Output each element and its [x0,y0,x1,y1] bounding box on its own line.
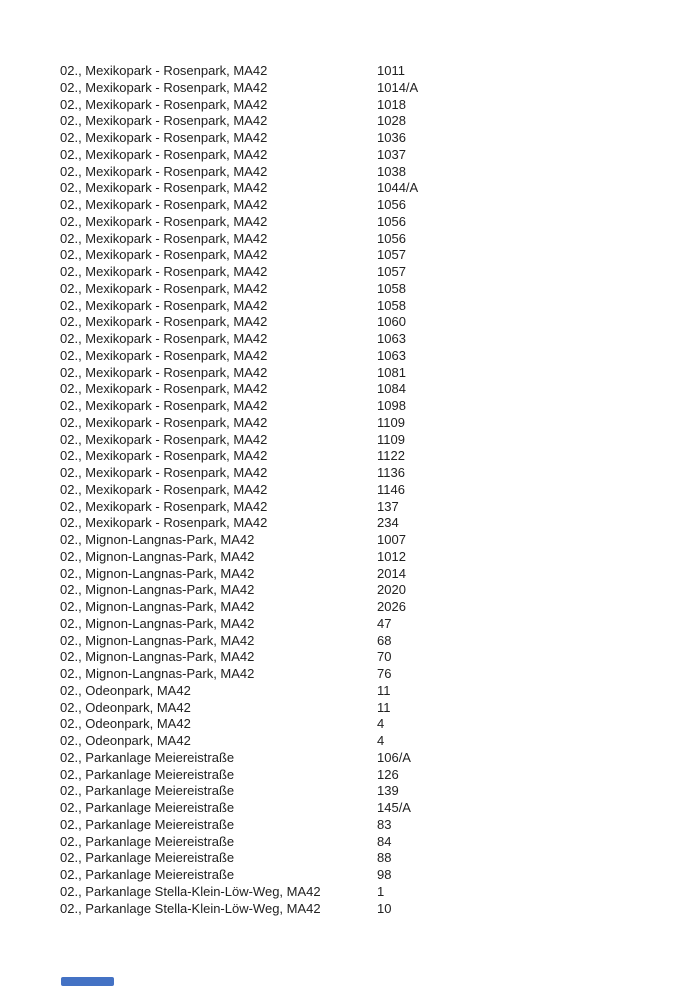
table-row [60,147,418,164]
asset-number: 70 [377,649,392,665]
park-name: 02., Mexikopark - Rosenpark, MA42 [60,280,268,296]
asset-number: 68 [377,632,392,648]
table-row [60,281,418,298]
asset-number: 1056 [377,213,406,229]
asset-number: 1063 [377,331,406,346]
park-name: 02., Mexikopark - Rosenpark, MA42 [60,515,268,531]
park-name: 02., Mignon-Langnas-Park, MA42 [60,548,255,564]
park-name: 02., Mexikopark - Rosenpark, MA42 [60,381,268,397]
asset-number: 1136 [377,465,405,480]
table-row [60,515,418,532]
table-row [60,247,418,264]
asset-number: 126 [377,766,399,782]
asset-number: 1122 [377,448,405,464]
table-row [60,532,418,549]
asset-number: 88 [377,850,392,866]
park-name: 02., Parkanlage Meiereistraße [60,816,235,832]
table-row [60,63,418,80]
asset-number: 1057 [377,264,406,279]
asset-number: 1007 [377,532,406,547]
table-row [60,582,418,599]
table-row [60,499,418,516]
park-name: 02., Mignon-Langnas-Park, MA42 [60,666,255,681]
park-name: 02., Odeonpark, MA42 [60,682,191,698]
table-row [60,113,418,130]
table-row [60,716,418,733]
asset-number: 83 [377,816,392,832]
park-name: 02., Parkanlage Stella-Klein-Löw-Weg, MA42 [60,883,321,899]
park-name: 02., Mexikopark - Rosenpark, MA42 [60,130,268,145]
table-row [60,649,418,666]
asset-number: 1028 [377,113,406,129]
table-row [60,767,418,784]
park-name: 02., Mexikopark - Rosenpark, MA42 [60,431,268,447]
park-name: 02., Mexikopark - Rosenpark, MA42 [60,481,268,497]
park-name: 02., Mexikopark - Rosenpark, MA42 [60,297,268,313]
table-row [60,298,418,315]
table-row [60,180,418,197]
asset-number: 2020 [377,582,406,598]
table-row [60,415,418,432]
park-name: 02., Mexikopark - Rosenpark, MA42 [60,96,268,112]
table-row [60,365,418,382]
asset-number: 139 [377,783,399,799]
asset-number: 1084 [377,381,406,397]
park-name: 02., Mexikopark - Rosenpark, MA42 [60,163,268,179]
park-name: 02., Mexikopark - Rosenpark, MA42 [60,247,268,263]
table-row [60,432,418,449]
park-name: 02., Odeonpark, MA42 [60,699,191,715]
park-name: 02., Mexikopark - Rosenpark, MA42 [60,465,268,480]
asset-number: 1109 [377,414,405,430]
park-name: 02., Parkanlage Meiereistraße [60,800,235,815]
table-row [60,683,418,700]
link-bar[interactable] [61,977,114,986]
table-row [60,80,418,97]
table-row [60,599,418,616]
table-row [60,197,418,214]
park-name: 02., Mignon-Langnas-Park, MA42 [60,615,255,631]
table-row [60,348,418,365]
asset-number: 4 [377,716,385,732]
asset-number: 234 [377,515,399,531]
park-name: 02., Mexikopark - Rosenpark, MA42 [60,448,268,464]
asset-number: 1063 [377,347,406,363]
asset-number: 98 [377,867,392,882]
table-row [60,549,418,566]
asset-number: 47 [377,615,392,631]
asset-number: 1014/A [377,79,419,95]
park-name: 02., Mexikopark - Rosenpark, MA42 [60,230,268,246]
park-name: 02., Parkanlage Meiereistraße [60,867,235,882]
asset-number: 1056 [377,230,406,246]
park-name: 02., Mignon-Langnas-Park, MA42 [60,532,255,547]
table-row [60,800,418,817]
table-row [60,448,418,465]
park-name: 02., Mignon-Langnas-Park, MA42 [60,649,255,665]
asset-number: 145/A [377,800,411,815]
table-row [60,733,418,750]
table-row [60,214,418,231]
asset-number: 1037 [377,146,406,162]
park-name: 02., Mexikopark - Rosenpark, MA42 [60,498,268,514]
table-row [60,264,418,281]
table-row [60,750,418,767]
asset-number: 1044/A [377,180,419,196]
asset-number: 1012 [377,548,406,564]
park-name: 02., Mexikopark - Rosenpark, MA42 [60,314,268,330]
table-row [60,482,418,499]
park-name: 02., Mexikopark - Rosenpark, MA42 [60,331,268,346]
asset-number: 2026 [377,599,406,614]
table-row [60,867,418,884]
park-name: 02., Mexikopark - Rosenpark, MA42 [60,213,268,229]
park-name: 02., Mexikopark - Rosenpark, MA42 [60,364,268,380]
park-name: 02., Mexikopark - Rosenpark, MA42 [60,79,268,95]
table-row [60,381,418,398]
table-row [60,398,418,415]
park-name: 02., Mexikopark - Rosenpark, MA42 [60,197,268,212]
park-name: 02., Mexikopark - Rosenpark, MA42 [60,414,268,430]
asset-number: 1057 [377,247,406,263]
asset-number: 137 [377,498,399,514]
park-name: 02., Mignon-Langnas-Park, MA42 [60,565,255,581]
park-name: 02., Mexikopark - Rosenpark, MA42 [60,63,268,78]
park-name: 02., Odeonpark, MA42 [60,733,191,748]
asset-number: 1058 [377,297,406,313]
asset-number: 2014 [377,565,406,581]
park-name: 02., Mexikopark - Rosenpark, MA42 [60,264,268,279]
park-name: 02., Mexikopark - Rosenpark, MA42 [60,180,268,196]
table-row [60,666,418,683]
asset-number: 106/A [377,749,411,765]
park-name: 02., Mignon-Langnas-Park, MA42 [60,582,255,598]
asset-number: 11 [377,682,391,698]
asset-number: 1038 [377,163,406,179]
asset-number: 1 [377,883,385,899]
park-name: 02., Parkanlage Meiereistraße [60,833,235,849]
park-name: 02., Mignon-Langnas-Park, MA42 [60,599,255,614]
table-row [60,465,418,482]
asset-number: 84 [377,833,392,849]
park-list [60,63,418,917]
park-name: 02., Mexikopark - Rosenpark, MA42 [60,113,268,129]
asset-number: 1098 [377,398,406,413]
park-name: 02., Mexikopark - Rosenpark, MA42 [60,398,268,413]
table-row [60,566,418,583]
park-name: 02., Odeonpark, MA42 [60,716,191,732]
asset-number: 1109 [377,431,405,447]
park-name: 02., Parkanlage Stella-Klein-Löw-Weg, MA42 [60,900,321,916]
asset-number: 10 [377,900,392,916]
park-name: 02., Parkanlage Meiereistraße [60,766,235,782]
asset-number: 1060 [377,314,406,330]
table-row [60,817,418,834]
table-row [60,700,418,717]
asset-number: 1146 [377,481,405,497]
park-name: 02., Parkanlage Meiereistraße [60,749,235,765]
asset-number: 1056 [377,197,406,212]
asset-number: 76 [377,666,392,681]
table-row [60,884,418,901]
asset-number: 1058 [377,280,406,296]
asset-number: 4 [377,733,385,748]
table-row [60,901,418,918]
asset-number: 11 [377,699,391,715]
table-row [60,616,418,633]
park-name: 02., Mexikopark - Rosenpark, MA42 [60,347,268,363]
table-row [60,850,418,867]
table-row [60,783,418,800]
table-row [60,331,418,348]
table-row [60,633,418,650]
park-name: 02., Mignon-Langnas-Park, MA42 [60,632,255,648]
table-row [60,314,418,331]
asset-number: 1011 [377,63,405,78]
park-name: 02., Mexikopark - Rosenpark, MA42 [60,146,268,162]
park-name: 02., Parkanlage Meiereistraße [60,783,235,799]
table-row [60,130,418,147]
table-row [60,231,418,248]
park-name: 02., Parkanlage Meiereistraße [60,850,235,866]
asset-number: 1036 [377,130,406,145]
table-row [60,97,418,114]
table-row [60,164,418,181]
asset-number: 1081 [377,364,406,380]
asset-number: 1018 [377,96,406,112]
table-row [60,834,418,851]
